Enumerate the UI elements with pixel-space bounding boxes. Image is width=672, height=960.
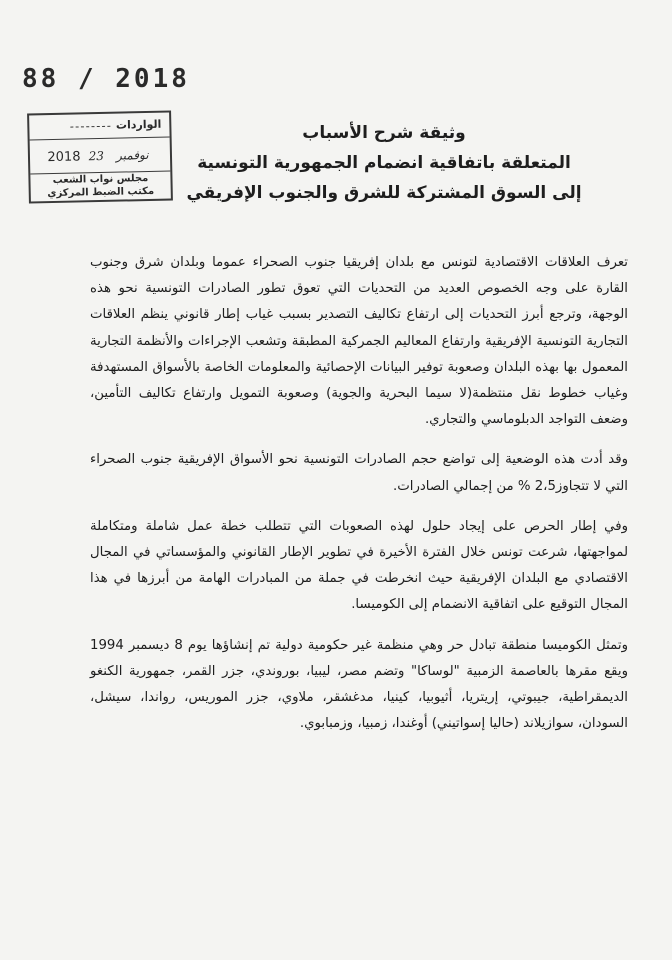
paragraph: وتمثل الكوميسا منطقة تبادل حر وهي منظمة غير حكومية دولية تم إنشاؤها يوم 8 ديسمبر 1994 ويقع مقرها بالعاصمة الزمبية "لوساكا" وتضم مصر، ليبيا، بوروندي، جزر القمر، جمهورية الكنغو الديمقراطية، جيبوتي، إريتريا، أثيوبيا، كينيا، مدغشقر، ملاوي، جزر الموريس، رواندا، سيشل، السودان، سوازيلاند (حاليا إسواتيني) أوغندا، زمبيا، وزمبابوي. [90,637,628,732]
document-title [150,118,618,208]
stamp-header [29,113,169,141]
reference-number: 88 / 2018 [22,64,190,94]
stamp-top-label: الواردات [115,117,162,132]
stamp-dash-line [70,125,110,127]
stamp-date-day: 23 [88,148,105,164]
paragraph: وقد أدت هذه الوضعية إلى تواضع حجم الصادرات التونسية نحو الأسواق الإفريقية جنوب الصحراء التي لا تتجاوز2،5 % من إجمالي الصادرات. [90,452,628,494]
title-line-3: إلى السوق المشتركة للشرق والجنوب الإفريقي [186,183,582,203]
stamp-date-year: 2018 [47,149,81,166]
stamp-footer-line1: مجلس نواب الشعب [52,172,149,186]
paragraph: تعرف العلاقات الاقتصادية لتونس مع بلدان إفريقيا جنوب الصحراء عموما وبلدان شرق وجنوب القارة على وجه الخصوص العديد من التحديات التي تعوق تطور الصادرات التونسية نحو هذه الوجهة، وترجع أبرز التحديات إلى ارتفاع تكاليف التصدير بسبب غياب إطار قانوني ينظم العلاقات التجارية التونسية الإفريقية وارتفاع المعاليم الجمركية المطبقة وتشعب الإجراءات والأنظمة التجارية المعمول بها بهذه البلدان وصعوبة توفير البيانات الإحصائية والمعلومات الخاصة بالأسواق المستهدفة وغياب خطوط نقل منتظمة(لا سيما البحرية والجوية) وصعوبة التمويل وارتفاع تكاليف التأمين، وضعف التواجد الدبلوماسي والتجاري. [90,255,628,428]
title-line-2: المتعلقة باتفاقية انضمام الجمهورية التونسية [197,153,571,173]
paragraph: وفي إطار الحرص على إيجاد حلول لهذه الصعوبات التي تتطلب خطة عمل شاملة ومتكاملة لمواجهتها، شرعت تونس خلال الفترة الأخيرة في تطوير الإطار القانوني والمؤسساتي في المجال الاقتصادي مع البلدان الإفريقية حيث انخرطت في جملة من المبادرات الهامة من أبرزها في هذا المجال التوقيع على اتفاقية الانضمام إلى الكوميسا. [90,518,628,613]
stamp-date-month: نوفمبر [115,147,149,163]
document-body [90,250,628,751]
title-line-1: وثيقة شرح الأسباب [302,123,466,143]
stamp-footer-line2: مكتب الضبط المركزي [47,185,155,200]
